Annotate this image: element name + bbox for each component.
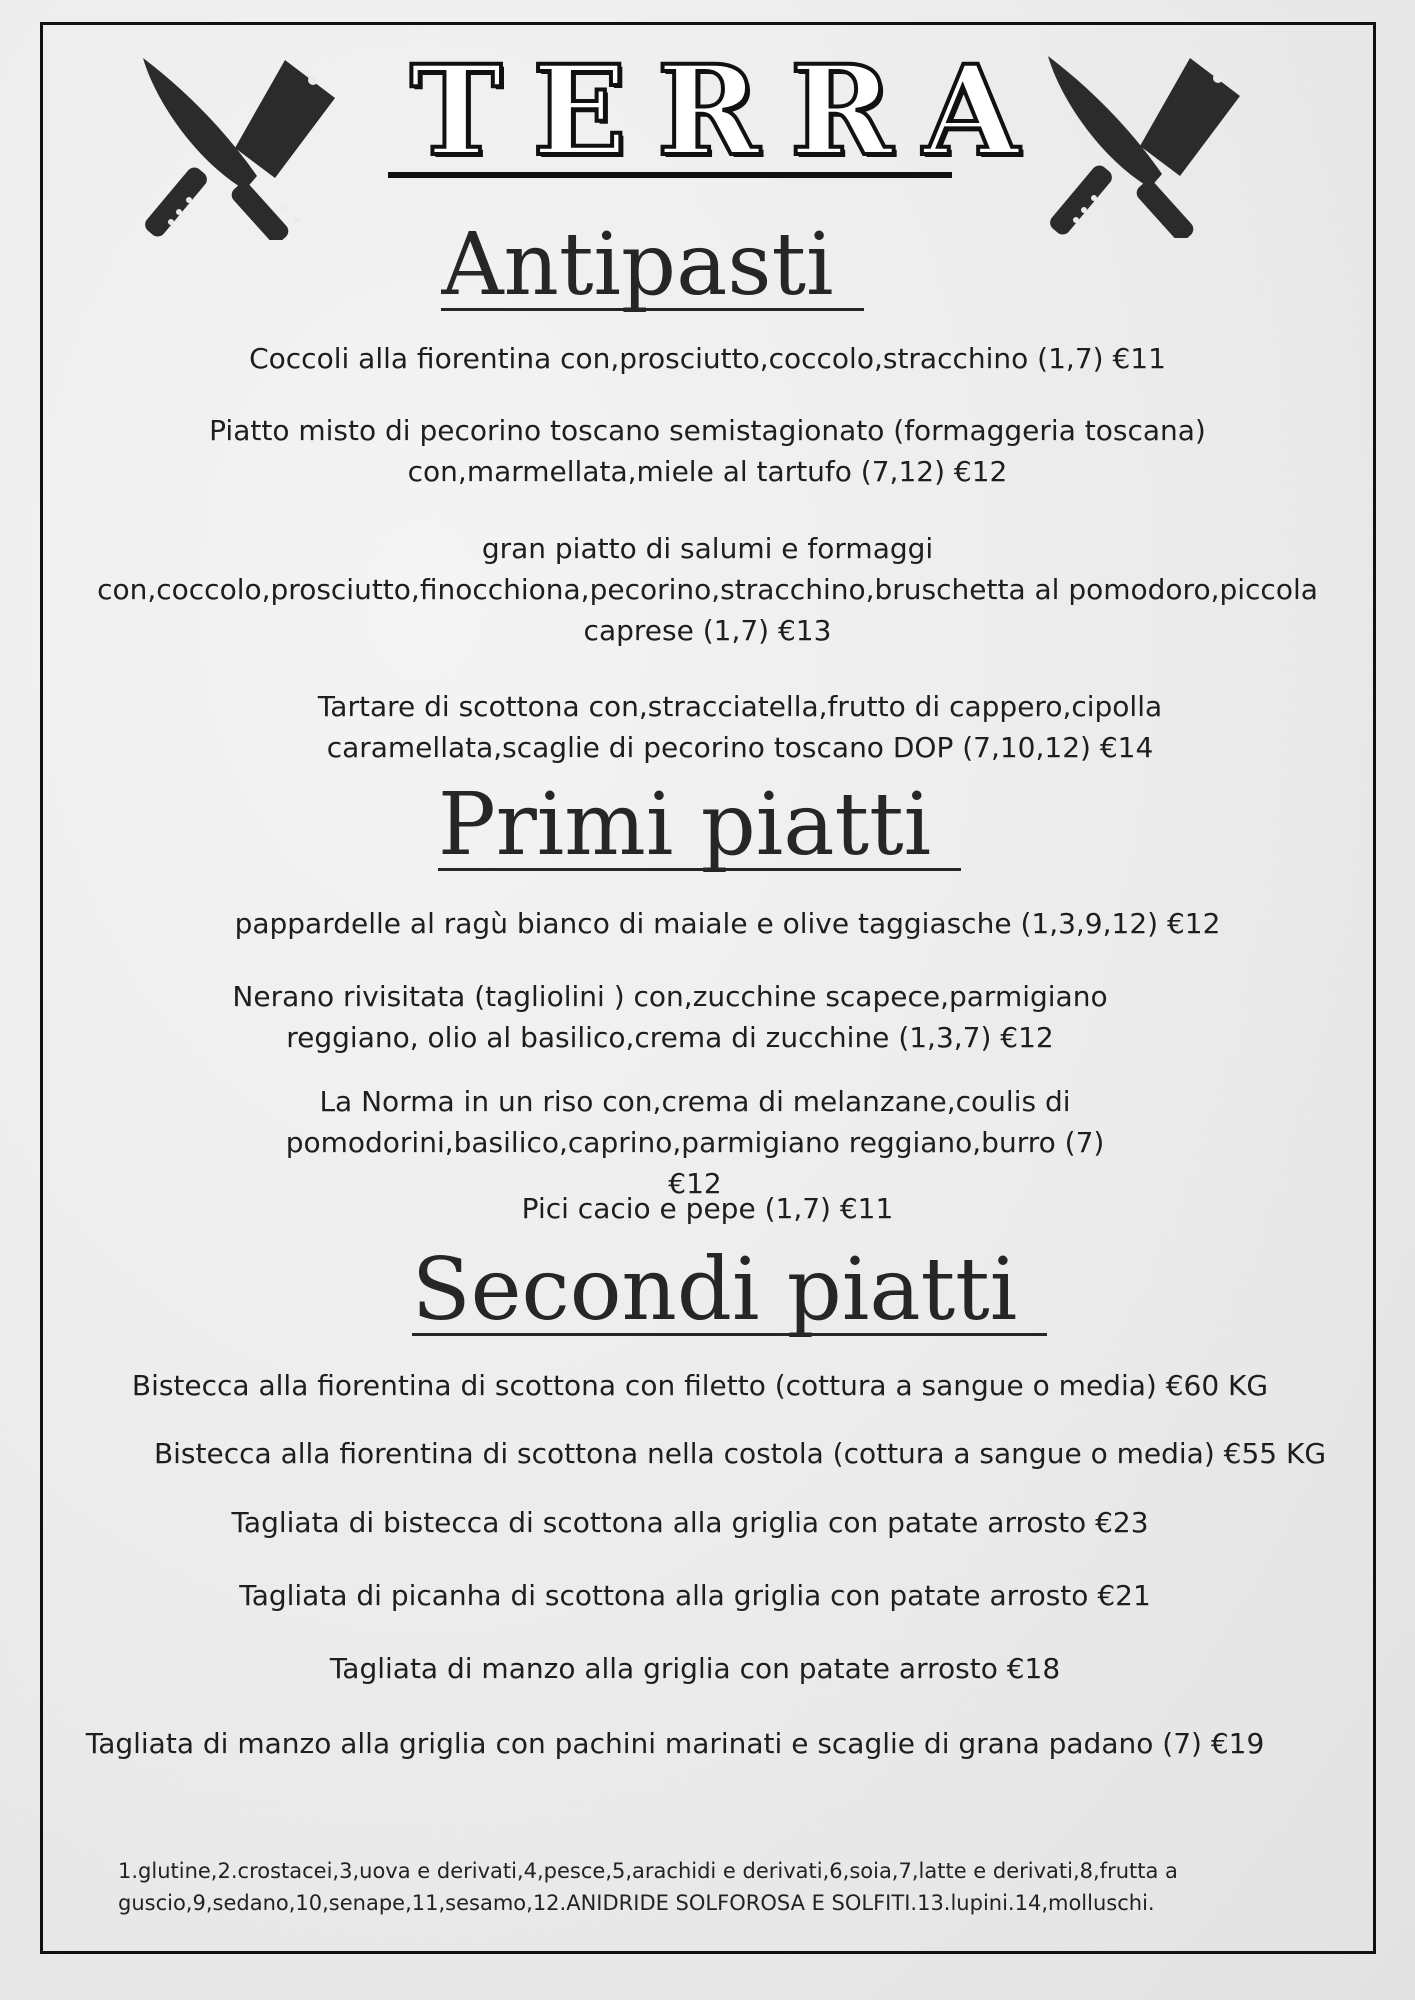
- title-underline: [388, 172, 952, 178]
- menu-item: Tagliata di bistecca di scottona alla griglia con patate arrosto €23: [231, 1506, 1149, 1539]
- menu-item: Piatto misto di pecorino toscano semistagionato (formaggeria toscana) con,marmellata,miele al tartufo (7,12) €12: [209, 414, 1206, 488]
- crossed-knives-icon: [1040, 48, 1245, 238]
- menu-item: Bistecca alla fiorentina di scottona nella costola (cottura a sangue o media) €55 KG: [153, 1437, 1327, 1470]
- menu-item: La Norma in un riso con,crema di melanzane,coulis di pomodorini,basilico,caprino,parmigiano reggiano,burro (7) €12: [285, 1085, 1105, 1200]
- restaurant-title: [380, 39, 1050, 184]
- section-heading-secondi: Secondi piatti: [22, 1240, 1415, 1340]
- crossed-knives-icon: [135, 50, 340, 240]
- restaurant-name: TERRA: [410, 39, 1050, 184]
- menu-item: Tagliata di manzo alla griglia con patate arrosto €18: [329, 1652, 1061, 1685]
- allergens-note: 1.glutine,2.crostacei,3,uova e derivati,4,pesce,5,arachidi e derivati,6,soia,7,latte e derivati,8,frutta a guscio,9,sedano,10,senape,11,sesamo,12.ANIDRIDE SOLFOROSA E SOLFITI.13.lupini.14,molluschi.: [118, 1859, 1178, 1915]
- menu-item: Coccoli alla fiorentina con,prosciutto,coccolo,stracchino (1,7) €11: [249, 342, 1166, 375]
- section-heading-antipasti: Antipasti: [0, 215, 1360, 315]
- menu-item: Pici cacio e pepe (1,7) €11: [521, 1192, 894, 1225]
- menu-item: Nerano rivisitata (tagliolini ) con,zucchine scapece,parmigiano reggiano, olio al basilico,crema di zucchine (1,3,7) €12: [232, 980, 1108, 1054]
- menu-item: gran piatto di salumi e formaggi con,coccolo,prosciutto,finocchiona,pecorino,stracchino,bruschetta al pomodoro,piccola caprese (1,7) €13: [97, 532, 1318, 647]
- menu-item: pappardelle al ragù bianco di maiale e olive taggiasche (1,3,9,12) €12: [234, 907, 1221, 940]
- menu-item: Tartare di scottona con,stracciatella,frutto di cappero,cipolla caramellata,scaglie di pecorino toscano DOP (7,10,12) €14: [317, 690, 1163, 764]
- menu-item: Bistecca alla fiorentina di scottona con filetto (cottura a sangue o media) €60 KG: [131, 1369, 1269, 1402]
- menu-item: Tagliata di picanha di scottona alla griglia con patate arrosto €21: [239, 1579, 1151, 1612]
- menu-item: Tagliata di manzo alla griglia con pachini marinati e scaglie di grana padano (7) €19: [85, 1727, 1265, 1760]
- section-heading-primi: Primi piatti: [0, 775, 1407, 875]
